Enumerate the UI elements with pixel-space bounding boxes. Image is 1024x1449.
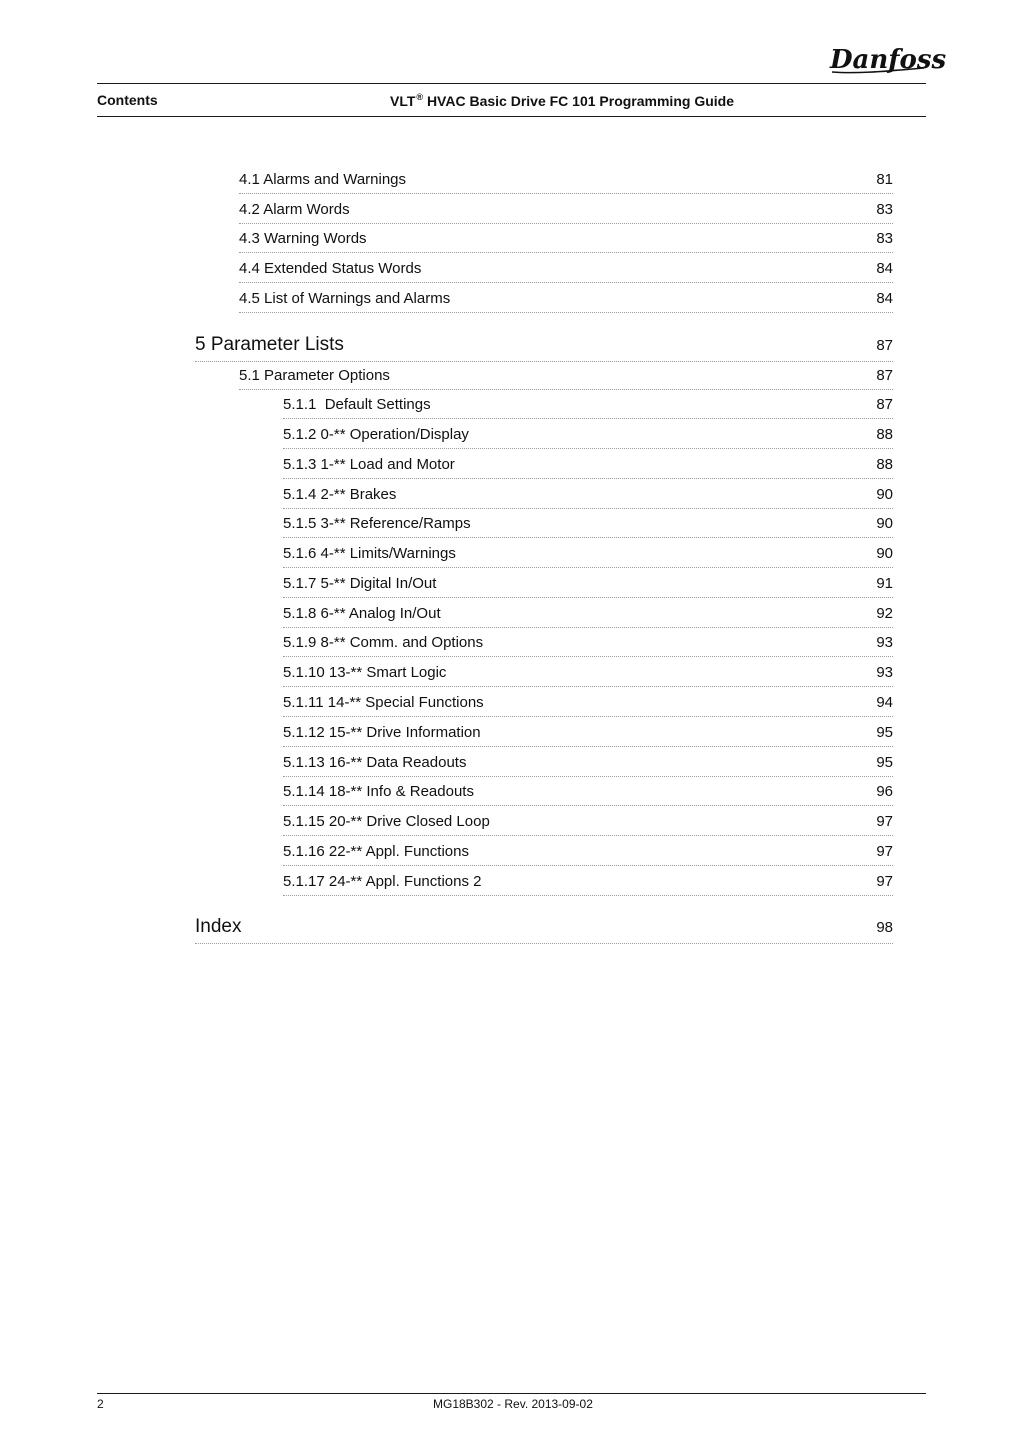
toc-entry[interactable]	[283, 694, 893, 717]
toc-entry-page-number: 83	[876, 201, 893, 218]
toc-entry-label: 5.1.15 20-** Drive Closed Loop	[283, 813, 490, 830]
toc-entry-page-number: 97	[876, 813, 893, 830]
toc-entry[interactable]	[195, 334, 893, 362]
toc-entry[interactable]	[283, 813, 893, 836]
header-rule-top	[97, 83, 926, 84]
toc-entry-page-number: 84	[876, 290, 893, 307]
title-rest: HVAC Basic Drive FC 101 Programming Guide	[426, 93, 734, 109]
toc-entry-page-number: 98	[876, 919, 893, 936]
toc-entry-page-number: 87	[876, 367, 893, 384]
toc-entry-label: 5.1.4 2-** Brakes	[283, 486, 397, 503]
toc-entry-page-number: 94	[876, 694, 893, 711]
toc-entry-page-number: 88	[876, 456, 893, 473]
toc-entry-label: 5.1.9 8-** Comm. and Options	[283, 634, 484, 651]
toc-entry[interactable]	[283, 634, 893, 657]
toc-entry[interactable]	[283, 873, 893, 896]
toc-entry-page-number: 88	[876, 426, 893, 443]
toc-entry-page-number: 81	[876, 171, 893, 188]
toc-entry-label: 5.1.11 14-** Special Functions	[283, 694, 484, 711]
toc-entry[interactable]	[283, 456, 893, 479]
footer-page-number: 2	[97, 1397, 104, 1411]
toc-entry-label: 4.5 List of Warnings and Alarms	[239, 290, 451, 307]
toc-entry-page-number: 93	[876, 634, 893, 651]
toc-entry-label: 5.1.3 1-** Load and Motor	[283, 456, 455, 473]
toc-entry[interactable]	[283, 605, 893, 628]
title-vlt: VLT	[390, 93, 416, 109]
toc-entry[interactable]	[239, 201, 893, 224]
toc-entry-label: 4.3 Warning Words	[239, 230, 367, 247]
toc-entry[interactable]	[283, 843, 893, 866]
toc-entry-page-number: 87	[876, 396, 893, 413]
toc-entry-page-number: 96	[876, 783, 893, 800]
toc-entry-page-number: 93	[876, 664, 893, 681]
danfoss-logo	[828, 38, 947, 78]
toc-entry-page-number: 90	[876, 545, 893, 562]
toc-entry-page-number: 95	[876, 754, 893, 771]
toc-entry[interactable]	[283, 515, 893, 538]
toc-entry-page-number: 83	[876, 230, 893, 247]
toc-entry[interactable]	[239, 367, 893, 390]
toc-entry-label: 5.1.17 24-** Appl. Functions 2	[283, 873, 482, 890]
toc-entry-label: 5.1.10 13-** Smart Logic	[283, 664, 447, 681]
toc-entry[interactable]	[239, 230, 893, 253]
header-document-title	[390, 92, 734, 109]
toc-entry-label: 4.1 Alarms and Warnings	[239, 171, 407, 188]
toc-entry-page-number: 97	[876, 843, 893, 860]
toc-entry[interactable]	[283, 545, 893, 568]
toc-entry-label: Index	[195, 916, 242, 937]
toc-entry-label: 5.1.12 15-** Drive Information	[283, 724, 481, 741]
toc-entry-page-number: 92	[876, 605, 893, 622]
registered-mark: ®	[416, 92, 424, 102]
toc-entry[interactable]	[283, 754, 893, 777]
toc-entry-page-number: 87	[876, 337, 893, 354]
toc-entry-label: 5.1.7 5-** Digital In/Out	[283, 575, 437, 592]
toc-entry[interactable]	[283, 724, 893, 747]
logo-wordmark: Danfoss	[830, 45, 947, 75]
toc-entry[interactable]	[283, 486, 893, 509]
toc-entry-label: 5.1.5 3-** Reference/Ramps	[283, 515, 471, 532]
footer-document-id: MG18B302 - Rev. 2013-09-02	[433, 1397, 593, 1411]
toc-entry-page-number: 95	[876, 724, 893, 741]
toc-entry[interactable]	[283, 664, 893, 687]
toc-entry-label: 5.1.16 22-** Appl. Functions	[283, 843, 469, 860]
toc-entry-label: 4.4 Extended Status Words	[239, 260, 422, 277]
toc-entry-page-number: 90	[876, 486, 893, 503]
toc-entry-label: 5.1.13 16-** Data Readouts	[283, 754, 467, 771]
header-rule-bottom	[97, 116, 926, 117]
toc-entry-label: 5.1.14 18-** Info & Readouts	[283, 783, 474, 800]
toc-entry[interactable]	[239, 171, 893, 194]
toc-entry-label: 5.1.2 0-** Operation/Display	[283, 426, 469, 443]
toc-entry-page-number: 91	[876, 575, 893, 592]
toc-entry[interactable]	[283, 426, 893, 449]
header-section-label: Contents	[97, 92, 158, 108]
toc-entry-page-number: 84	[876, 260, 893, 277]
toc-entry[interactable]	[283, 575, 893, 598]
toc-entry-label: 5 Parameter Lists	[195, 334, 344, 355]
toc-entry-label: 5.1.6 4-** Limits/Warnings	[283, 545, 456, 562]
toc-entry-label: 5.1.8 6-** Analog In/Out	[283, 605, 441, 622]
toc-entry-page-number: 97	[876, 873, 893, 890]
toc-entry-label: 4.2 Alarm Words	[239, 201, 350, 218]
toc-entry[interactable]	[283, 396, 893, 419]
footer-rule	[97, 1393, 926, 1394]
toc-entry[interactable]	[239, 260, 893, 283]
toc-entry-page-number: 90	[876, 515, 893, 532]
toc-entry-label: 5.1.1 Default Settings	[283, 396, 431, 413]
toc-entry[interactable]	[195, 916, 893, 944]
toc-entry[interactable]	[283, 783, 893, 806]
toc-entry-label: 5.1 Parameter Options	[239, 367, 390, 384]
toc-entry[interactable]	[239, 290, 893, 313]
